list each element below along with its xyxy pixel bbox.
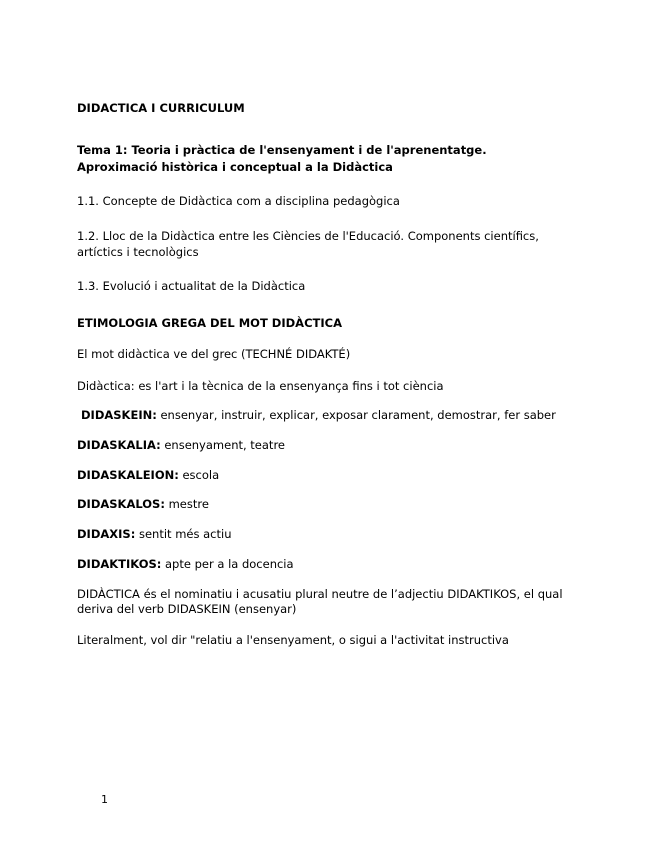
term-label: DIDAXIS: xyxy=(77,527,136,541)
term-definition: apte per a la docencia xyxy=(161,557,294,571)
term-didaxis xyxy=(77,526,231,543)
literal-meaning-paragraph: Literalment, vol dir "relatiu a l'ensenyament, o sigui a l'activitat instructiva xyxy=(77,633,509,647)
term-didaskein xyxy=(81,407,556,424)
term-didaktikos xyxy=(77,556,294,573)
term-label: DIDASKEIN: xyxy=(81,408,157,422)
term-label: DIDASKALIA: xyxy=(77,438,161,452)
term-definition: ensenyament, teatre xyxy=(160,438,285,452)
term-didaskalia xyxy=(77,437,285,454)
term-definition: escola xyxy=(178,468,220,482)
tema-heading-line1: Tema 1: Teoria i pràctica de l'ensenyament i de l'aprenentatge. xyxy=(77,143,487,157)
term-definition: ensenyar, instruir, explicar, exposar clarament, demostrar, fer saber xyxy=(156,408,556,422)
document-title: DIDACTICA I CURRICULUM xyxy=(77,101,245,115)
point-1-3: 1.3. Evolució i actualitat de la Didàctica xyxy=(77,279,306,293)
didactica-paragraph-line2: deriva del verb DIDASKEIN (ensenyar) xyxy=(77,602,297,616)
tema-heading-line2: Aproximació històrica i conceptual a la Didàctica xyxy=(77,160,393,174)
didactica-paragraph-line1: DIDÀCTICA és el nominatiu i acusatiu plural neutre de l’adjectiu DIDAKTIKOS, el qual xyxy=(77,587,563,601)
term-definition: sentit més actiu xyxy=(135,527,232,541)
term-definition: mestre xyxy=(164,497,209,511)
term-didaskaleion xyxy=(77,467,219,484)
point-1-2-line1: 1.2. Lloc de la Didàctica entre les Ciències de l'Educació. Components científics, xyxy=(77,229,539,243)
term-label: DIDASKALOS: xyxy=(77,497,165,511)
point-1-1: 1.1. Concepte de Didàctica com a disciplina pedagògica xyxy=(77,194,400,208)
etimologia-heading: ETIMOLOGIA GREGA DEL MOT DIDÀCTICA xyxy=(77,316,342,330)
intro-paragraph-2: Didàctica: es l'art i la tècnica de la ensenyança fins i tot ciència xyxy=(77,379,444,393)
intro-paragraph-1: El mot didàctica ve del grec (TECHNÉ DIDAKTÉ) xyxy=(77,347,351,361)
term-didaskalos xyxy=(77,496,209,513)
term-label: DIDASKALEION: xyxy=(77,468,179,482)
term-label: DIDAKTIKOS: xyxy=(77,557,162,571)
page-number: 1 xyxy=(101,793,108,806)
point-1-2-line2: artíctics i tecnològics xyxy=(77,245,199,259)
